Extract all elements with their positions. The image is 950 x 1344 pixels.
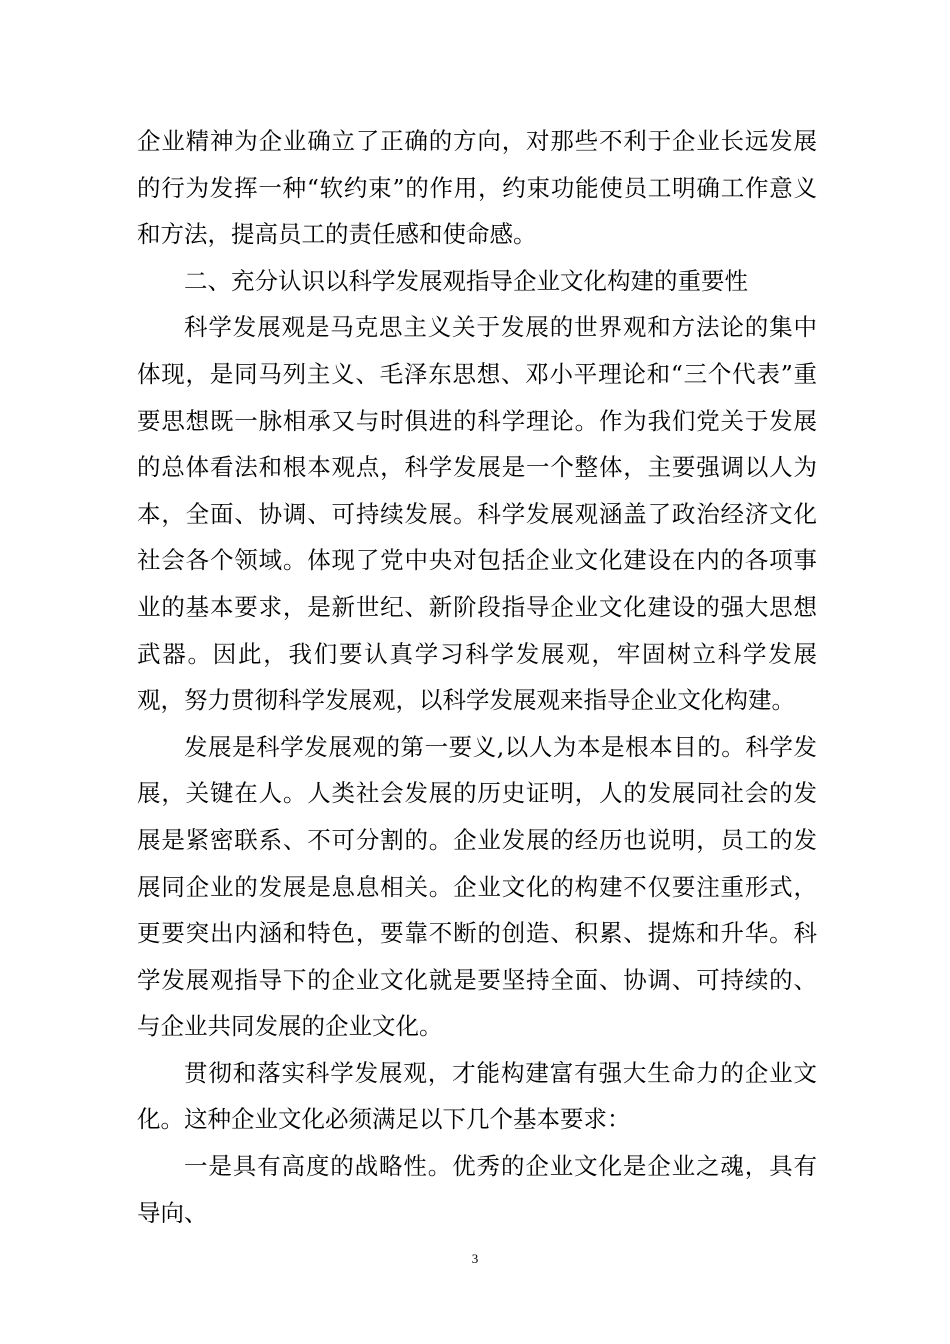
paragraph-requirements-intro: 贯彻和落实科学发展观，才能构建富有强大生命力的企业文化。这种企业文化必须满足以下几个基本要求： (137, 1058, 817, 1134)
paragraph-continuation: 企业精神为企业确立了正确的方向，对那些不利于企业长远发展的行为发挥一种“软约束”的作用，约束功能使员工明确工作意义和方法，提高员工的责任感和使命感。 (137, 127, 817, 249)
paragraph-scientific-outlook: 科学发展观是马克思主义关于发展的世界观和方法论的集中体现，是同马列主义、毛泽东思想、邓小平理论和“三个代表”重要思想既一脉相承又与时俱进的科学理论。作为我们党关于发展的总体看法和根本观点，科学发展是一个整体，主要强调以人为本，全面、协调、可持续发展。科学发展观涵盖了政治经济文化社会各个领域。体现了党中央对包括企业文化建设在内的各项事业的基本要求，是新世纪、新阶段指导企业文化建设的强大思想武器。因此，我们要认真学习科学发展观，牢固树立科学发展观，努力贯彻科学发展观，以科学发展观来指导企业文化构建。 (137, 313, 817, 715)
document-body (137, 118, 817, 1236)
paragraph-development-first: 发展是科学发展观的第一要义,以人为本是根本目的。科学发展，关键在人。人类社会发展的历史证明，人的发展同社会的发展是紧密联系、不可分割的。企业发展的经历也说明，员工的发展同企业的发展是息息相关。企业文化的构建不仅要注重形式，更要突出内涵和特色，要靠不断的创造、积累、提炼和升华。科学发展观指导下的企业文化就是要坚持全面、协调、可持续的、与企业共同发展的企业文化。 (137, 732, 817, 1041)
section-heading: 二、充分认识以科学发展观指导企业文化构建的重要性 (184, 266, 748, 295)
paragraph-strategic: 一是具有高度的战略性。优秀的企业文化是企业之魂，具有导向、 (137, 1152, 817, 1227)
page-number: 3 (471, 1251, 479, 1266)
